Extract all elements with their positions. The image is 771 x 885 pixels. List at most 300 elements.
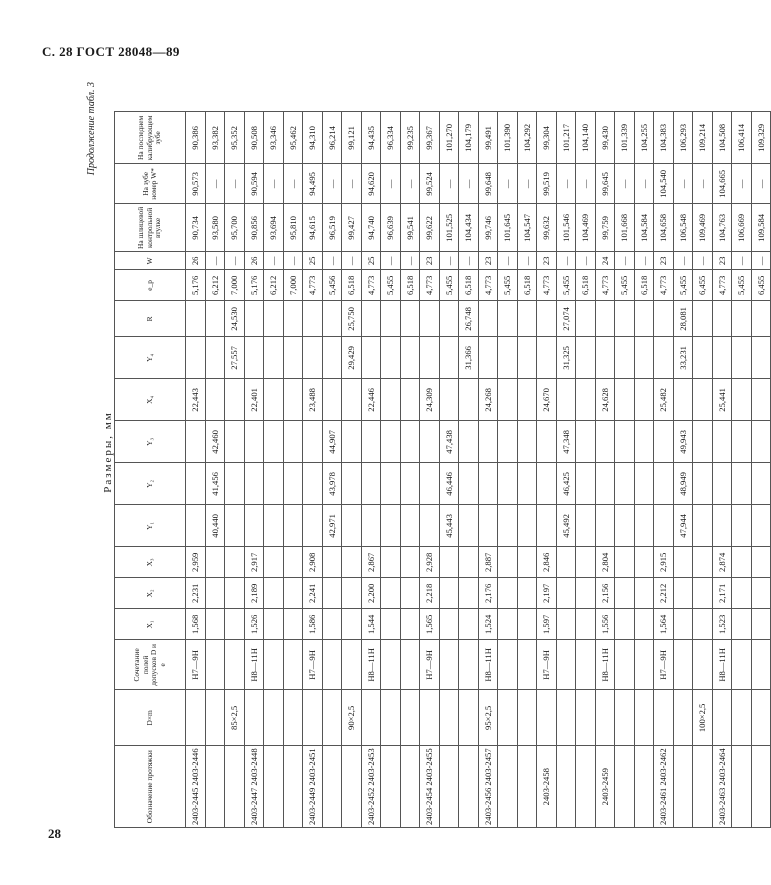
cell-designation [615,746,635,828]
cell-designation [693,746,713,828]
cell-y1 [498,505,518,547]
cell-w: 23 [420,252,440,270]
cell-designation: 2403-2447 2403-2448 [244,746,264,828]
cell-ep: 4,773 [654,270,674,301]
cell-fits: H7—9H [420,640,440,690]
cell-r: 26,748 [459,301,479,337]
cell-r [654,301,674,337]
cell-m-control: 101,645 [498,204,518,252]
cell-x4 [556,379,576,421]
cell-fits [459,640,479,690]
cell-y2 [361,463,381,505]
cell-m-last: 90,508 [244,112,264,164]
cell-m-last: 104,255 [634,112,654,164]
cell-x2 [498,578,518,609]
cell-designation [439,746,459,828]
cell-w: — [322,252,342,270]
cell-x1 [517,609,537,640]
cell-x3: 2,887 [478,547,498,578]
cell-m-control: 106,548 [673,204,693,252]
cell-x2 [264,578,284,609]
cell-x2 [673,578,693,609]
table-header-row [115,112,186,828]
cell-y3 [342,421,362,463]
cell-m-control: 95,810 [283,204,303,252]
col-ep: e_p [115,270,186,301]
cell-w: — [205,252,225,270]
cell-fits [381,640,401,690]
rotated-table-area [84,76,766,828]
cell-m-tooth: 99,524 [420,164,440,204]
cell-x3 [225,547,245,578]
cell-y3 [264,421,284,463]
cell-m-control: 94,740 [361,204,381,252]
col-x4: X₄ [115,379,186,421]
cell-designation: 2403-2459 [595,746,615,828]
cell-r [439,301,459,337]
cell-m-last: 94,310 [303,112,323,164]
cell-r [693,301,713,337]
cell-designation: 2403-2463 2403-2464 [712,746,732,828]
cell-r [576,301,596,337]
cell-fits [517,640,537,690]
cell-y1 [459,505,479,547]
cell-y3 [712,421,732,463]
cell-x2 [732,578,752,609]
cell-w: 26 [244,252,264,270]
cell-x1 [439,609,459,640]
table-row [478,112,498,828]
cell-y4 [381,337,401,379]
cell-ep: 5,176 [186,270,206,301]
cell-y3: 49,943 [673,421,693,463]
cell-x2: 2,231 [186,578,206,609]
cell-y1 [712,505,732,547]
cell-m-control: 104,547 [517,204,537,252]
cell-x2: 2,200 [361,578,381,609]
cell-y1 [361,505,381,547]
cell-fits: H8—11H [478,640,498,690]
cell-ep: 4,773 [420,270,440,301]
cell-y3 [361,421,381,463]
table-row [556,112,576,828]
cell-x4: 24,309 [420,379,440,421]
cell-x3: 2,959 [186,547,206,578]
cell-y2 [283,463,303,505]
cell-designation: 2403-2449 2403-2451 [303,746,323,828]
cell-x1 [283,609,303,640]
cell-y4 [712,337,732,379]
col-m-last: На последнем калибрующем зубе [115,112,186,164]
cell-x1 [205,609,225,640]
cell-m-tooth: — [439,164,459,204]
cell-w: — [381,252,401,270]
cell-r [322,301,342,337]
cell-y4 [303,337,323,379]
cell-dxm [264,690,284,746]
cell-ep: 4,773 [478,270,498,301]
cell-m-last: 109,214 [693,112,713,164]
cell-fits [439,640,459,690]
cell-x4: 24,268 [478,379,498,421]
cell-r [283,301,303,337]
table-row [732,112,752,828]
cell-fits [283,640,303,690]
cell-x2: 2,212 [654,578,674,609]
cell-w: 26 [186,252,206,270]
cell-y2 [615,463,635,505]
cell-dxm [615,690,635,746]
cell-x1: 1,556 [595,609,615,640]
table-row [264,112,284,828]
cell-ep: 6,518 [400,270,420,301]
cell-y2 [654,463,674,505]
cell-x4 [517,379,537,421]
cell-designation [517,746,537,828]
cell-x1: 1,523 [712,609,732,640]
cell-m-control: 93,694 [264,204,284,252]
table-row [537,112,557,828]
cell-y4 [693,337,713,379]
cell-designation: 2403-2452 2403-2453 [361,746,381,828]
cell-x4 [459,379,479,421]
cell-designation: 2403-2454 2403-2455 [420,746,440,828]
col-w: W [115,252,186,270]
cell-w: — [751,252,771,270]
cell-ep: 4,773 [303,270,323,301]
cell-x4 [225,379,245,421]
col-fits: Сочетание полей допусков D и e [115,640,186,690]
cell-x1: 1,564 [654,609,674,640]
cell-m-last: 95,462 [283,112,303,164]
cell-x3 [498,547,518,578]
table-row [615,112,635,828]
cell-x4: 22,446 [361,379,381,421]
cell-w: 23 [712,252,732,270]
cell-y2 [186,463,206,505]
cell-m-last: 96,214 [322,112,342,164]
cell-x4 [322,379,342,421]
cell-x2 [205,578,225,609]
table-row [342,112,362,828]
cell-y3 [381,421,401,463]
cell-x1 [615,609,635,640]
cell-x3 [264,547,284,578]
cell-fits: H7—9H [537,640,557,690]
cell-y1 [303,505,323,547]
cell-fits: H7—9H [303,640,323,690]
col-designation: Обозначение протяжки [115,746,186,828]
cell-y4 [205,337,225,379]
cell-y2 [478,463,498,505]
cell-y3 [751,421,771,463]
cell-m-last: 109,329 [751,112,771,164]
cell-y4: 33,231 [673,337,693,379]
cell-y3 [517,421,537,463]
cell-ep: 6,455 [751,270,771,301]
cell-m-last: 90,386 [186,112,206,164]
cell-designation [342,746,362,828]
cell-dxm [361,690,381,746]
cell-x4 [693,379,713,421]
cell-designation [381,746,401,828]
cell-x4 [498,379,518,421]
cell-designation: 2403-2461 2403-2462 [654,746,674,828]
cell-dxm [634,690,654,746]
cell-x1: 1,526 [244,609,264,640]
cell-w: — [576,252,596,270]
cell-x3 [634,547,654,578]
cell-designation [459,746,479,828]
cell-x4 [751,379,771,421]
cell-y4 [439,337,459,379]
cell-m-tooth: — [576,164,596,204]
cell-y2 [381,463,401,505]
cell-y2 [264,463,284,505]
table-row [303,112,323,828]
cell-x3: 2,917 [244,547,264,578]
col-m-tooth: На зубе номер W* [115,164,186,204]
cell-x1 [322,609,342,640]
cell-m-control: 104,763 [712,204,732,252]
cell-designation: 2403-2456 2403-2457 [478,746,498,828]
cell-y1: 42,971 [322,505,342,547]
cell-m-last: 104,292 [517,112,537,164]
cell-y4: 31,325 [556,337,576,379]
cell-dxm [381,690,401,746]
cell-fits: H8—11H [595,640,615,690]
cell-m-control: 99,427 [342,204,362,252]
cell-y1 [400,505,420,547]
cell-dxm [459,690,479,746]
cell-designation [400,746,420,828]
cell-ep: 4,773 [595,270,615,301]
cell-dxm [439,690,459,746]
cell-x2 [439,578,459,609]
cell-y3 [478,421,498,463]
cell-ep: 6,212 [264,270,284,301]
cell-y2 [732,463,752,505]
cell-r [400,301,420,337]
cell-x4 [576,379,596,421]
cell-y1 [595,505,615,547]
cell-m-last: 104,140 [576,112,596,164]
cell-x3 [439,547,459,578]
cell-x3: 2,915 [654,547,674,578]
col-r: R [115,301,186,337]
cell-y2: 43,978 [322,463,342,505]
cell-y1 [751,505,771,547]
table-row [459,112,479,828]
cell-designation [732,746,752,828]
cell-ep: 5,176 [244,270,264,301]
cell-x2 [381,578,401,609]
cell-w: — [400,252,420,270]
cell-x1: 1,544 [361,609,381,640]
table-row [693,112,713,828]
cell-x4 [400,379,420,421]
table-row [205,112,225,828]
cell-y2 [420,463,440,505]
cell-m-control: 101,525 [439,204,459,252]
cell-r [264,301,284,337]
cell-w: — [439,252,459,270]
cell-dxm [186,690,206,746]
cell-fits [615,640,635,690]
cell-y2 [537,463,557,505]
cell-m-last: 99,304 [537,112,557,164]
cell-y2: 48,949 [673,463,693,505]
cell-r [498,301,518,337]
cell-designation [556,746,576,828]
cell-w: — [459,252,479,270]
table-body [186,112,771,828]
cell-y2 [459,463,479,505]
cell-m-last: 99,430 [595,112,615,164]
cell-x3: 2,928 [420,547,440,578]
cell-m-tooth: 99,519 [537,164,557,204]
cell-y2 [244,463,264,505]
cell-r [244,301,264,337]
cell-x3: 2,908 [303,547,323,578]
col-y4: Y₄ [115,337,186,379]
table-row [498,112,518,828]
cell-dxm [498,690,518,746]
cell-fits [732,640,752,690]
cell-y2 [634,463,654,505]
cell-m-control: 106,669 [732,204,752,252]
cell-designation [225,746,245,828]
cell-y1 [615,505,635,547]
col-y1: Y₁ [115,505,186,547]
cell-x2 [751,578,771,609]
table-row [595,112,615,828]
cell-y1: 40,440 [205,505,225,547]
cell-m-tooth: — [264,164,284,204]
cell-y3 [634,421,654,463]
cell-w: — [732,252,752,270]
cell-ep: 6,518 [517,270,537,301]
cell-y2: 46,425 [556,463,576,505]
cell-x1 [732,609,752,640]
cell-x2 [283,578,303,609]
cell-x3 [556,547,576,578]
cell-r: 24,530 [225,301,245,337]
page-number: 28 [48,826,61,841]
cell-dxm [244,690,264,746]
cell-m-tooth: — [751,164,771,204]
cell-x2 [225,578,245,609]
cell-x3 [693,547,713,578]
cell-w: 24 [595,252,615,270]
table-row [322,112,342,828]
cell-x3 [400,547,420,578]
cell-y1 [478,505,498,547]
cell-fits [498,640,518,690]
cell-m-control: 109,584 [751,204,771,252]
cell-m-last: 99,491 [478,112,498,164]
cell-fits: H7—9H [654,640,674,690]
cell-x1 [498,609,518,640]
cell-fits: H8—11H [244,640,264,690]
cell-dxm [420,690,440,746]
cell-ep: 5,455 [615,270,635,301]
cell-x1: 1,597 [537,609,557,640]
col-x1: X₁ [115,609,186,640]
table-row [225,112,245,828]
cell-x3 [459,547,479,578]
cell-m-last: 93,382 [205,112,225,164]
cell-y4 [322,337,342,379]
cell-m-last: 93,346 [264,112,284,164]
cell-designation: 2403-2458 [537,746,557,828]
cell-m-last: 95,352 [225,112,245,164]
cell-r [537,301,557,337]
col-dxm: D×m [115,690,186,746]
cell-y4 [537,337,557,379]
cell-dxm [205,690,225,746]
cell-dxm: 95×2,5 [478,690,498,746]
cell-designation [634,746,654,828]
col-x2: X₂ [115,578,186,609]
cell-m-tooth: 94,620 [361,164,381,204]
cell-m-tooth: — [732,164,752,204]
cell-m-control: 90,734 [186,204,206,252]
cell-x1 [381,609,401,640]
cell-m-control: 96,639 [381,204,401,252]
cell-y3 [459,421,479,463]
cell-w: — [634,252,654,270]
cell-ep: 5,455 [556,270,576,301]
cell-y3 [420,421,440,463]
cell-designation [751,746,771,828]
cell-w: 23 [654,252,674,270]
table-row [244,112,264,828]
cell-x1 [556,609,576,640]
cell-designation: 2403-2445 2403-2446 [186,746,206,828]
cell-y1 [517,505,537,547]
cell-x2 [634,578,654,609]
cell-ep: 6,212 [205,270,225,301]
table-title: Размеры, мм [102,411,114,493]
cell-w: — [556,252,576,270]
cell-x4: 23,488 [303,379,323,421]
cell-m-last: 94,435 [361,112,381,164]
cell-designation [264,746,284,828]
cell-fits: H8—11H [712,640,732,690]
cell-x2: 2,241 [303,578,323,609]
cell-x2 [693,578,713,609]
cell-m-control: 104,658 [654,204,674,252]
cell-y4 [615,337,635,379]
cell-ep: 5,455 [732,270,752,301]
cell-x2: 2,156 [595,578,615,609]
cell-m-last: 104,383 [654,112,674,164]
cell-y3 [186,421,206,463]
cell-r: 25,750 [342,301,362,337]
cell-y4 [732,337,752,379]
cell-y2 [576,463,596,505]
cell-y2 [693,463,713,505]
table-row [517,112,537,828]
cell-x4: 24,670 [537,379,557,421]
cell-y4 [264,337,284,379]
cell-w: — [673,252,693,270]
cell-x4 [205,379,225,421]
cell-x2 [615,578,635,609]
continuation-label: Продолжение табл. 3 [86,82,97,176]
cell-m-last: 106,414 [732,112,752,164]
